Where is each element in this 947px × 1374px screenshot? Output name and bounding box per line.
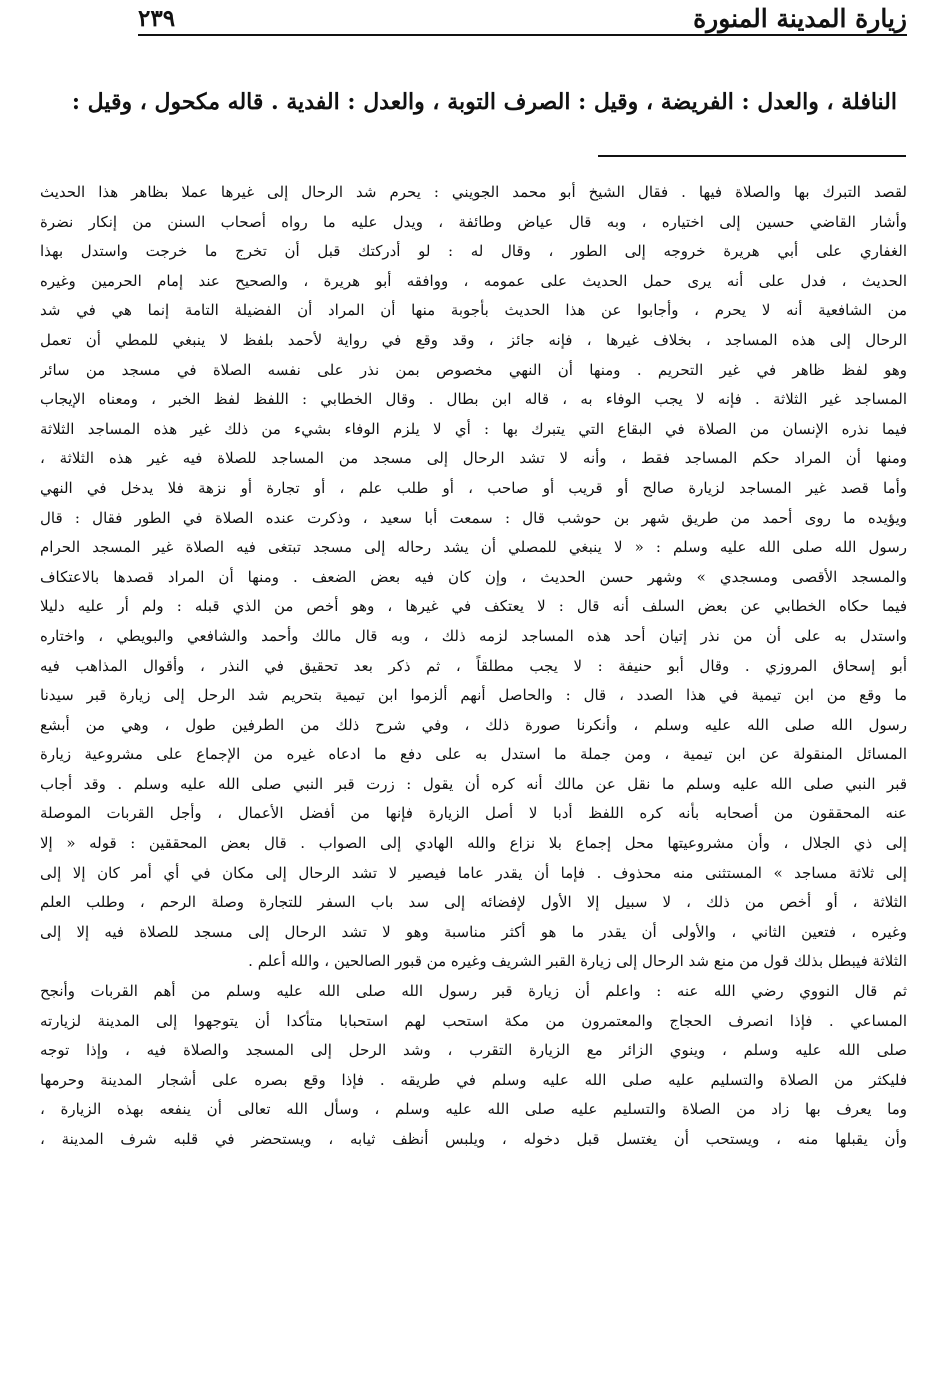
text-line: الثلاثة ، أو أخص من ذلك ، لا سبيل إلا الأول لإفضائه إلى سد باب السفر للتجارة وصلة الرحم ، وطلب العلم — [40, 893, 907, 912]
footnote-separator-rule — [598, 155, 906, 157]
text-line: والمسجد الأقصى ومسجدي » وشهر حسن الحديث ، وإن كان فيه بعض الضعف . ومنها أن المراد قصدها بالاعتكاف — [40, 567, 907, 586]
footnote-body — [40, 178, 907, 1155]
text-line: من الشافعية أنه لا يحرم ، وأجابوا عن هذا الحديث بأجوبة منها أن المراد أن الفضيلة التامة إنما هي في شد — [40, 301, 907, 320]
text-line: لقصد التبرك بها والصلاة فيها . فقال الشيخ أبو محمد الجويني : يحرم شد الرحال إلى غيرها عملا بظاهر هذا الحديث — [40, 183, 907, 201]
text-line: الغفاري على أبي هريرة خروجه إلى الطور ، وقال له : لو أدركتك قبل أن تخرج ما خرجت واستدل بهذا — [40, 242, 907, 261]
text-line: واستدل به على أن من نذر إتيان أحد هذه المساجد لزمه ذلك ، وبه قال مالك وأحمد والشافعي والبويطي ، واختاره — [40, 626, 907, 645]
text-line: وهو لفظ ظاهر في غير التحريم . ومنها أن النهي مخصوص بمن نذر على نفسه الصلاة في مسجد من سائر — [40, 360, 907, 379]
page-header — [138, 0, 907, 34]
text-line: وغيره ، فتعين الثاني ، والأولى أن يقدر ما هو أكثر مناسبة وهو لا تشد الرحال إلى مسجد للصلاة فيه إلا إلى — [40, 922, 907, 941]
page-number: ٢٣٩ — [138, 5, 176, 32]
main-text-line: النافلة ، والعدل : الفريضة ، وقيل : الصرف التوبة ، والعدل : الفدية . قاله مكحول ، وقيل : — [71, 89, 897, 115]
text-line: عنه المحققون من أصحابه بأنه كره اللفظ أدبا لا أصل الزيارة فإنها من أفضل الأعمال ، وأجل القربات الموصلة — [40, 804, 907, 823]
text-line: المساعي . فإذا انصرف الحجاج والمعتمرون من مكة استحب لهم استحبابا متأكدا أن يتوجهوا إلى المدينة لزيارته — [40, 1011, 907, 1030]
text-line: أبو إسحاق المروزي . وقال أبو حنيفة : لا يجب مطلقاً ، ثم ذكر بعد تحقيق في النذر ، وأقوال المذاهب فيه — [40, 656, 907, 675]
text-line: صلى الله عليه وسلم ، وينوي الزائر مع الزيارة التقرب ، وشد الرحل إلى المسجد والصلاة فيه ، وإذا توجه — [40, 1041, 907, 1060]
text-line: فيما حكاه الخطابي عن بعض السلف أنه قال : لا يعتكف في غيرها ، وهو أخص من الذي قبله : ولم أر عليه دليلا — [40, 597, 907, 616]
text-line: رسول الله صلى الله عليه وسلم ، وأنكرنا صورة ذلك ، وفي شرح ذلك من الطرفين طول ، وهي من أبشع — [40, 715, 907, 734]
text-line: وأن يقبلها منه ، ويستحب أن يغتسل قبل دخوله ، ويلبس أنظف ثيابه ، ويستحضر في قلبه شرف المدينة ، — [40, 1130, 907, 1148]
text-line: الثلاثة فيبطل بذلك قول من منع شد الرحال إلى زيارة القبر الشريف وغيره من قبور الصالحين ، والله أعلم . — [248, 952, 907, 971]
text-line: الرحال إلى هذه المساجد ، بخلاف غيرها ، فإنه جائز ، وقد وقع في رواية لأحمد بلفظ لا ينبغي للمطي أن تعمل — [40, 330, 907, 349]
text-line: قبر النبي صلى الله عليه وسلم ما نقل عن مالك أنه كره أن يقول : زرت قبر النبي صلى الله عليه وسلم . وقد أجاب — [40, 774, 907, 793]
text-line: وأشار القاضي حسين إلى اختياره ، وبه قال عياض وطائفة ، ويدل عليه ما رواه أصحاب السنن من إنكار نضرة — [40, 212, 907, 231]
text-line: ويؤيده ما روى أحمد من طريق شهر بن حوشب قال : سمعت أبا سعيد ، وذكرت عنده الصلاة في الطور فقال : قال — [40, 508, 907, 527]
text-line: ما وقع من ابن تيمية في هذا الصدد ، قال : والحاصل أنهم ألزموا ابن تيمية بتحريم شد الرحل إلى زيارة قبر سيدنا — [40, 686, 907, 705]
text-line: فليكثر من الصلاة والتسليم عليه صلى الله عليه وسلم في طريقه . فإذا وقع بصره على أشجار المدينة وحرمها — [40, 1070, 907, 1089]
text-line: رسول الله صلى الله عليه وسلم : « لا ينبغي للمصلي أن يشد رحاله إلى مسجد تبتغى فيه الصلاة غير المسجد الحرام — [40, 538, 907, 557]
text-line: وأما قصد غير المساجد لزيارة صالح أو قريب أو صاحب ، أو طلب علم ، أو تجارة أو نزهة فلا يدخل في النهي — [40, 478, 907, 497]
text-line: ثم قال النووي رضي الله عنه : واعلم أن زيارة قبر رسول الله صلى الله عليه وسلم من أهم القربات وأنجح — [40, 982, 907, 1001]
running-title: زيارة المدينة المنورة — [693, 4, 907, 33]
text-line: المساجد غير الثلاثة . فإنه لا يجب الوفاء به ، قاله ابن بطال . وقال الخطابي : اللفظ لفظ الخبر ، ومعناه الإيجاب — [40, 390, 907, 409]
text-line: المسائل المنقولة عن ابن تيمية ، ومن جملة ما استدل به على دفع ما ادعاه غيره من الإجماع على مشروعية زيارة — [40, 745, 907, 764]
text-line: إلى ذي الجلال ، وأن مشروعيتها محل إجماع بلا نزاع والله الهادي إلى الصواب . قال بعض المحققين : قوله « إلا — [40, 834, 907, 853]
text-line: فيما نذره الإنسان من الصلاة في البقاع التي يتبرك بها : أي لا يلزم الوفاء بشيء من ذلك غير هذه المساجد الثلاثة — [40, 419, 907, 438]
header-rule — [138, 34, 907, 36]
text-line: ومنها أن المراد حكم المساجد فقط ، وأنه لا تشد الرحال إلى مسجد من المساجد للصلاة فيه غير هذه الثلاثة ، — [40, 449, 907, 468]
text-line: الحديث ، فدل على أنه يرى حمل الحديث على عمومه ، ووافقه أبو هريرة ، والصحيح عند إمام الحرمين وغيره — [40, 271, 907, 290]
text-line: إلى ثلاثة مساجد » المستثنى منه محذوف . فإما أن يقدر عاما فيصير لا تشد الرحال إلى مكان في أي أمر كان إلا إلى — [40, 863, 907, 882]
text-line: وما يعرف بها زاد من الصلاة والتسليم عليه صلى الله عليه وسلم ، وسأل الله تعالى أن ينفعه بهذه الزيارة ، — [40, 1100, 907, 1119]
